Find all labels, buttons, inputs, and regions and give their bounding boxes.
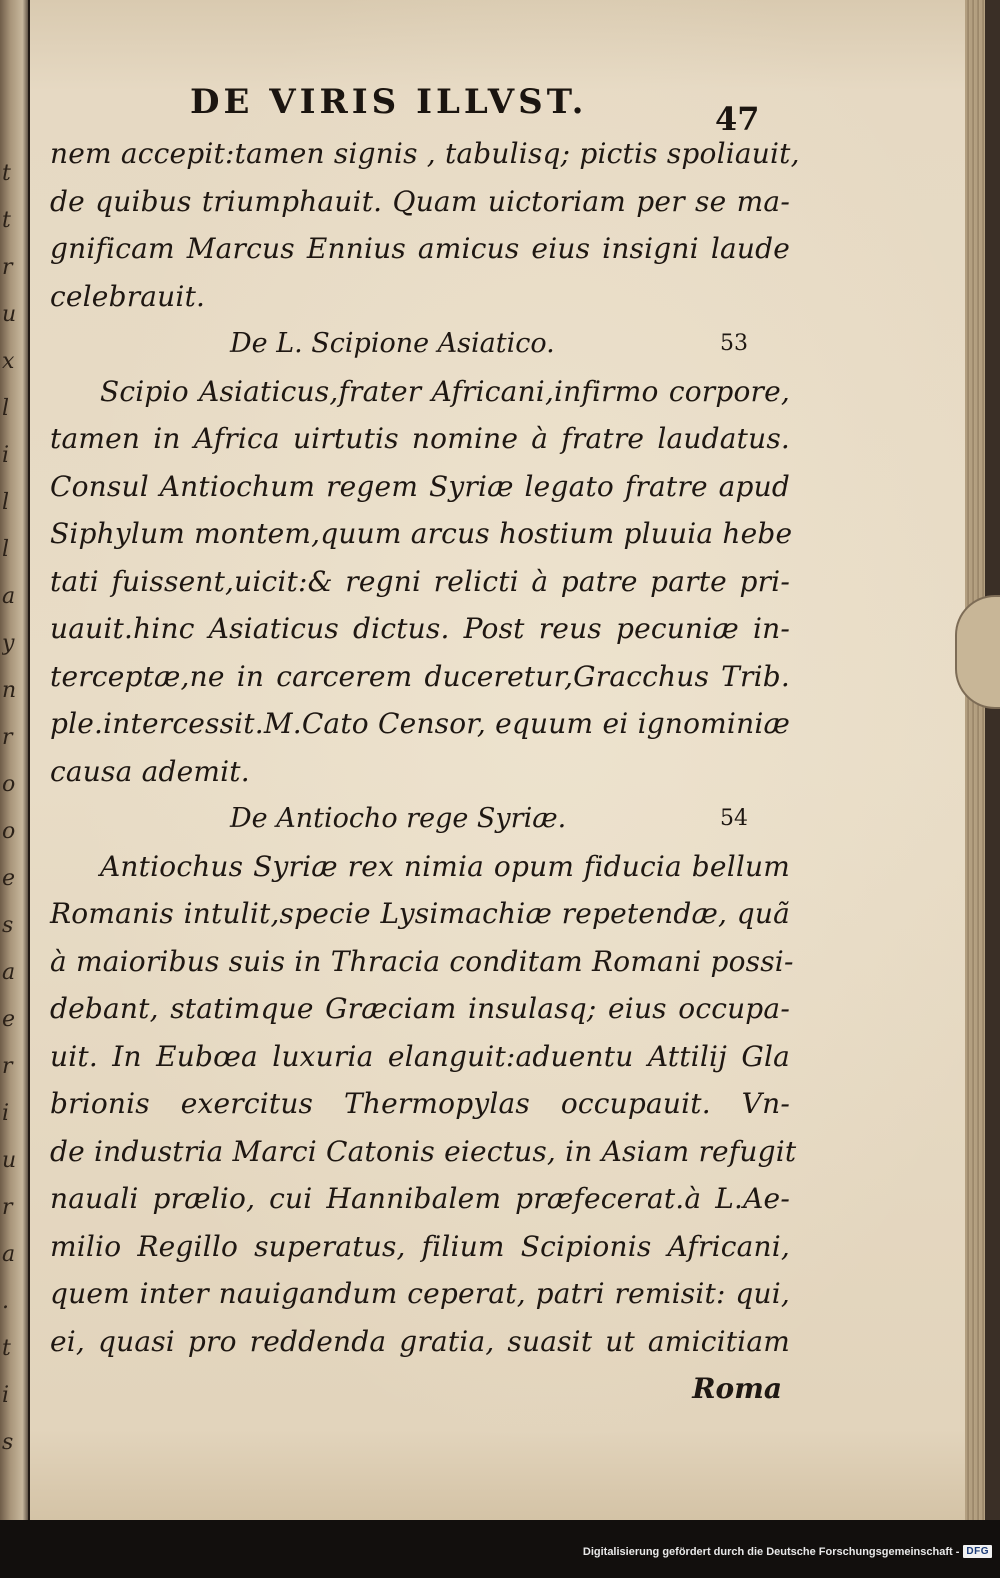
- text-line: à maioribus suis in Thracia conditam Romani possi-: [50, 944, 794, 978]
- text-line: tamen in Africa uirtutis nomine à fratre laudatus.: [50, 422, 790, 455]
- credit-text: Digitalisierung gefördert durch die Deutsche Forschungsgemeinschaft -: [582, 1545, 960, 1558]
- text-block: [50, 72, 800, 1413]
- text-line: brionis exercitus Thermopylas occupauit. Vn-: [50, 1087, 790, 1120]
- dfg-logo: DFG: [963, 1545, 992, 1558]
- text-line: ple.intercessit.M.Cato Censor, equum ei ignominiæ: [50, 707, 790, 740]
- page-header: [50, 72, 790, 138]
- section-heading: [50, 320, 790, 368]
- running-head: DE VIRIS ILLVST.: [190, 82, 588, 122]
- section-number: 53: [720, 331, 748, 356]
- catchword: Roma: [692, 1372, 782, 1405]
- text-line: Antiochus Syriæ rex nimia opum fiducia bellum: [100, 849, 790, 883]
- facing-page-fragments: t t r u x l i l l a y n r o o e s a e r i u r a . t i s: [2, 161, 17, 1455]
- text-line: Siphylum montem,quum arcus hostium pluuia hebe: [50, 517, 793, 550]
- page-tab: [955, 595, 1000, 709]
- text-line: Romanis intulit,specie Lysimachiæ repetendæ, quã: [50, 897, 790, 930]
- section-title: De Antiocho rege Syriæ.: [230, 803, 567, 834]
- text-line: uauit.hinc Asiaticus dictus. Post reus pecuniæ in-: [50, 612, 790, 645]
- text-line: Scipio Asiaticus,frater Africani,infirmo corpore,: [100, 374, 790, 408]
- page-number: 47: [715, 100, 760, 138]
- section-title: De L. Scipione Asiatico.: [230, 328, 555, 359]
- digitization-credit: [583, 1545, 992, 1558]
- text-line: debant, statimque Græciam insulasq; eius occupa-: [50, 992, 790, 1025]
- text-line: gnificam Marcus Ennius amicus eius insigni laude: [50, 232, 790, 265]
- text-line: de quibus triumphauit. Quam uictoriam per se ma-: [50, 184, 790, 218]
- text-line: milio Regillo superatus, filium Scipionis Africani,: [50, 1229, 790, 1263]
- text-line: Consul Antiochum regem Syriæ legato fratre apud: [50, 469, 790, 503]
- text-line: ei, quasi pro reddenda gratia, suasit ut amicitiam: [50, 1324, 790, 1358]
- facing-page-edge: [0, 0, 30, 1520]
- section-53: [50, 320, 793, 795]
- section-number: 54: [720, 806, 748, 831]
- text-line: nem accepit:tamen signis , tabulisq; pictis spoliauit,: [50, 137, 800, 170]
- text-line: tati fuissent,uicit:& regni relicti à patre parte pri-: [50, 564, 790, 598]
- text-line: uit. In Eubœa luxuria elanguit:aduentu Attilij Gla: [50, 1039, 790, 1073]
- section-heading: [50, 795, 790, 843]
- section-54: [50, 795, 797, 1365]
- text-line: nauali prælio, cui Hannibalem præfecerat.à L.Ae-: [50, 1182, 790, 1215]
- opening-paragraph: [50, 130, 800, 320]
- book-cover-edge: [985, 0, 1000, 1520]
- text-line: terceptæ,ne in carcerem duceretur,Gracchus Trib.: [50, 659, 790, 693]
- text-line: de industria Marci Catonis eiectus, in Asiam refugit: [50, 1134, 797, 1168]
- text-line: celebrauit.: [50, 279, 206, 313]
- text-line: quem inter nauigandum ceperat, patri remisit: qui,: [50, 1277, 790, 1310]
- text-line: causa ademit.: [50, 754, 250, 788]
